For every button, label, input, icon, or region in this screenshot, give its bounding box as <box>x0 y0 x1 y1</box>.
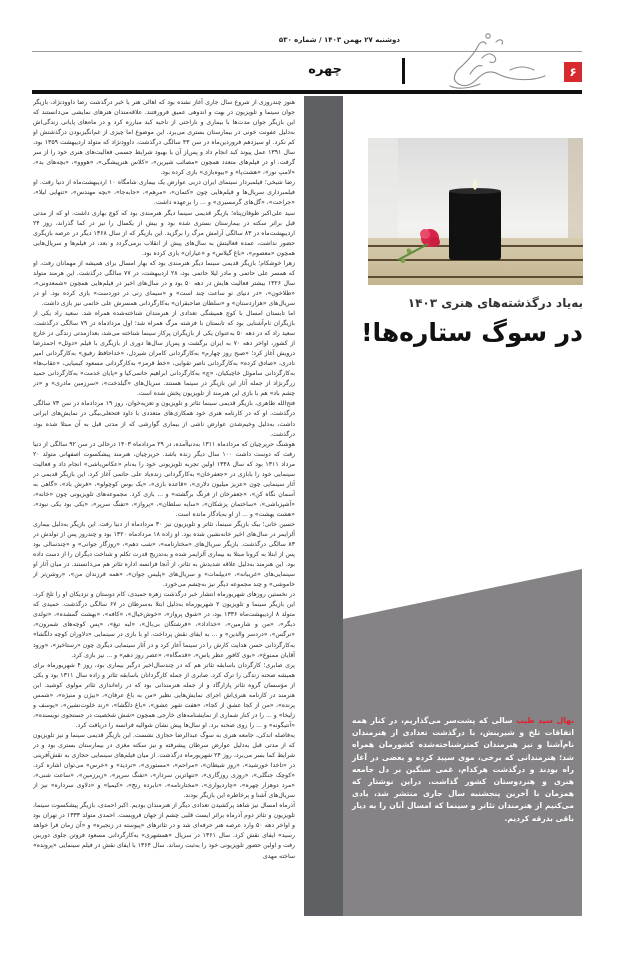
article-photo <box>368 138 583 285</box>
lead-body: سالی که پشت‌سر می‌گذاریم، در کنار همه اتفاقات تلخ و شیرینش، با درگذشت تعدادی از هنرمندان نام‌آشنا و نیز هنرمندان کمترشناخته‌شده کشورمان همراه شد؛ هنرمندانی که برخی، موی سپید کرده و بعضی در آغاز راه بودند و درگذشت هرکدام، غمی سنگین بر دل جامعه هنری و هنردوستان کشور گذاشت. دراین نوشتار که همزمان با آخرین پنجشنبه سال جاری منتشر شد، یادی می‌کنیم از هنرمندان تئاتر و سینما که امسال آنان را به دیار باقی بدرقه کردیم. <box>352 716 574 823</box>
body-paragraph: اما تابستان امسال با کوچ همیشگی تعدادی از هنرمندان شناخته‌شده همراه شد. سعید راد یکی از بازیگران نام‌آشنایی بود که تابستان با فرشته مرگ همراه شد؛ اول مردادماه در ۷۹ سالگی درگذشت. سعید راد که در دهه ۵۰ به‌عنوان یکی از بازیگران پرکار سینما شناخته می‌شد، بعدازمدتی زندگی در خارج از کشور، اواخر دهه ۷۰ به ایران برگشت و پس‌از سال‌ها دوری از بازیگری با فیلم «دوئل» احمدرضا درویش آغاز کرد؛ «صبح روز چهارم» به‌کارگردانی کامران شیردل، «خداحافظ رفیق» به‌کارگردانی امیر نادری، «صادق کرده» به‌کارگردانی ناصر تقوایی، «خط قرمز» به‌کارگردانی مسعود کیمیایی، «عقاب‌ها» به‌کارگردانی ساموئل خاچیکیان، «چ» به‌کارگردانی ابراهیم حاتمی‌کیا و «پایان خدمت» به‌کارگردانی حمید زرگرنژاد از جمله آثار این بازیگر در سینما هستند. سریال‌های «گیلدخت»، «سرزمین مادری» و «در چشم باد» هم با بازی این هنرمند از تلویزیون پخش شده است. <box>33 309 295 398</box>
body-paragraph: رضا شیخی؛ فیلمبردار سینمای ایران دربی عوارض یک بیماری شامگاه ۱۰ اردیبهشت‌ماه از دنیا رفت. او فیلمبرداری سریال‌ها و فیلم‌هایی چون «کتمان»، «مرهم»، «جابه‌جا»، «بچه مهندس»، «تنهایی لیلا»، «جراحت»، «گل‌های گرمسیری» و ... را برعهده داشت. <box>33 179 295 207</box>
lead-author: نهال سید طیب <box>516 716 574 725</box>
body-paragraph: در نخستین روزهای شهریورماه انتشار خبر درگذشت زهره حمیدی، کام دوستان و نزدیکان او را تلخ کرد. این بازیگر سینما و تلویزیون ۲ شهریورماه به‌دلیل ابتلا به‌سرطان در ۶۷ سالگی درگذشت. حمیدی که متولد ۸ اردیبهشت‌ماه ۱۳۳۶ بود، در «شوق پرواز»، «خوش‌خیال»، «کافه»، «بهشت گمشده»، «تولدی دیگر»، «من و شارمین»، «خداداد»، «فرشتگان بی‌بال»، «لبه تیغ»، «پس کوچه‌های شمرون»، «نرگس»، «دردسر والدین» و ... به ایفای نقش پرداخت. او با بازی در سینمایی «دلاوران کوچه دلگشا» به‌کارگردانی حسن هدایت کارش را در سینما آغاز کرد و در آثار سینمایی دیگری چون «رستاخیز»، «ورود آقایان ممنوع»، «بوی کافور عطر یاس»، «قدمگاه»، «عصر روز دهم» و ... نیز بازی کرد. <box>33 591 295 659</box>
newspaper-logo <box>410 30 550 92</box>
decorative-gray-bar <box>304 96 343 916</box>
header-thick-rule <box>32 90 582 94</box>
section-separator <box>402 58 405 84</box>
body-paragraph: هنوز چندروزی از شروع سال جاری آغاز نشده بود که اهالی هنر با خبر درگذشت رضا داوودنژاد، بازیگر جوان سینما و تلویزیون در بهت و اندوهی عمیق فرورفتند. علاقه‌مندان هنرهای نمایشی می‌دانستند که این بازیگر جوان مدت‌ها با بیماری و ناراحتی از ناحیه کبد مبارزه کرد و در ماه‌های پایانی زندگی‌اش به‌دلیل عفونت خونی در بیمارستان بستری می‌برد. این موضوع اما چیزی از غم‌انگیزبودن درگذشتش او کم نکرد. او سیزدهم فروردین‌ماه در سن ۴۳ سالگی درگذشت. داوودنژاد که متولد اردیبهشت ۱۳۵۹ بود، سال ۱۳۹۱ عمل پیوند کبد انجام داد و پس‌از آن با بهبود شرایط جسمی فعالیت‌های هنری خود را از سر گرفت. او در فیلم‌های متعدد همچون «مصائب شیرین»، «کلاس هنرپیشگی»، «هووو»، «بچه‌های بد»، «لامپ نور»، «هشت‌پا» و «بیوه‌بازی» بازی کرده بود. <box>33 99 295 177</box>
body-paragraph: پری صابری؛ کارگردان باسابقه تئاتر هم که در چندسال‌اخیر درگیر بیماری بود، روز ۴ شهریورماه برای همیشه صحنه زندگی را ترک کرد. صابری از جمله کارگردانان باسابقه تئاتر و زاده سال ۱۳۱۱ بود و یکی از مؤسسان گروه تئاتر پازارگاد و از جمله هنرمندانی بود که در راه‌اندازی تئاتر مولوی کوشید. این هنرمند در کارنامه هنری‌اش اجرای نمایش‌هایی نظیر «من به باغ عرفان»، «بیژن و منیژه»، «شمس پرنده»، «من از کجا عشق از کجا»، «هفت شهر عشق»، «باغ دلگشا»، «رند خلوت‌نشین»، «یوسف و زلیخا» و ... را در کنار شماری از نمایشنامه‌های خارجی همچون «شش شخصیت در جستجوی نویسنده»، «آنتیگونه» و ... را روی صحنه برد. او سال‌ها پیش نشان شوالیه فرانسه را دریافت کرد. <box>33 661 295 729</box>
body-paragraph: آذرماه امسال نیز شاهد پرکشیدن تعدادی دیگر از هنرمندان بودیم. اکبر احمدی، بازیگر پیشکسوت سینما، تلویزیون و تئاتر دوم آذرماه براثر ایست قلبی چشم از جهان فروبست. احمدی متولد ۱۳۳۳ در تهران بود و اواخر دهه ۵۰ وارد عرصه هنر حرفه‌ای شد و در تئاترهای «پیوسته در زنجیره» و «آن زمان فرا خواهد رسید» ایفای نقش کرد. سال ۱۳۶۱ در سریال «همشهری» به‌کارگردانی مسعود فروتن جلوی دوربین رفت و اولین حضور تلویزیونی خود را به‌ثبت رساند. سال ۱۳۶۴ با ایفای نقش در فیلم سینمایی «پرونده» ساخته مهدی <box>33 802 295 860</box>
body-paragraph: حسین خانی؛ بیک بازیگر سینما، تئاتر و تلویزیون نیز ۳۰ مردادماه از دنیا رفت. این بازیگر به‌دلیل بیماری آلزایمر در سال‌های اخیر خانه‌نشین شده بود. او زاده ۱۸ مردادماه ۱۳۲۰ بود و چندروز پس از تولدش در ۸۳ سالگی درگذشت. بازیگر سریال‌های «مختارنامه»، «شب دهم»، «روزگار جوانی» و «چندسالی بود پس از ابتلا به کرونا مبتلا به بیماری آلزایمر شده و به‌تدریج قدرت تکلم و شناخت دیگران را از دست داده بود. این هنرمند به‌دلیل علاقه شدیدش به تئاتر، از آنجا فرانسه اداره تئاتر هم می‌دانستند. در میان آثار او سینمایی‌های «غریبانه»، «دیپلمات» و سریال‌های «پلیس جوان»، «همه فرزندان من»، «روشن‌تر از خاموشی» و چند مجموعه دیگر نیز به‌چشم می‌خورد. <box>33 520 295 589</box>
article-body <box>33 98 295 916</box>
lead-text <box>352 715 574 825</box>
logo-calligraphy-icon <box>410 30 550 92</box>
article-kicker: به‌یاد درگذشته‌های هنری ۱۴۰۳ <box>407 296 583 310</box>
section-name: چهره <box>308 62 342 77</box>
body-paragraph: هوشنگ حریرچیان که مردادماه ۱۳۱۱ به‌دنیاآمده، در ۲۹ مردادماه ۱۴۰۳ درحالی در سن ۹۲ سالگی از دنیا رفت که دوست داشت ۱۰۰ سال دیگر زنده باشد. حریرچیان، هنرمند پیشکسوت اصفهانی متولد ۲۰ مرداد ۱۳۱۱ بود که سال ۱۳۴۸ اولین تجربه تلویزیونی خود را به‌نام «عکاس‌باشی» انجام داد و فعالیت سینمایی خود را بابازی در «جعفرخان» به‌کارگردانی زنده‌یاد علی حاتمی آغاز کرد. این بازیگر قدیمی در آثار سینمایی چون «عزیز میلیون دلاری»، «قاعده بازی»، «یک بوس کوچولو»، «فرش باد»، «گاهی به آسمان نگاه کن»، «جعفرخان از فرنگ برگشته» و ... بازی کرد. مجموعه‌های تلویزیونی چون «خانه»، «آشپزباشی»، «ساختمان پزشکان»، «سایه سلطان»، «پرواز»، «تفنگ سرپر»، «یکی بود یکی نبود»، «هشت بهشت» و ... از او به‌یادگار مانده است. <box>33 440 295 518</box>
issue-date-line: دوشنبه ۲۷ بهمن ۱۴۰۳ / شماره ۵۳۰ <box>278 36 400 44</box>
page-number-badge: ۶ <box>564 62 582 82</box>
body-paragraph: به‌فاصله اندکی، جامعه هنری به سوگ عبدالرضا حجازی نشست. این بازیگر قدیمی سینما و نیز تلویزیون که از مدتی قبل به‌دلیل عوارض سرطان پیشرفته و نیز سکته مغزی در بیمارستان بستری بود و در شرایط کما بسر می‌برد، روز ۲۴ شهریورماه درگذشت. از میان فیلم‌های سینمایی حجازی به نقش‌آفرینی در «تاخدا خورشید»، «روز شیطان»، «مراحم»، «مستوری»، «تردید» و «خرس» می‌توان اشاره کرد. «کوچک جنگلی»، «روزی روزگاری»، «تنهاترین سردار»، «تفنگ سرپر»، «زیرزمین»، «ساعت شنی»، «مرد دوهزار چهره»، «چاردیواری»، «مختارنامه»، «نابرده رنج»، «کیمیا» و «دلاوی سرداره» نیز از سریال‌های آشنا و پرخاطره این بازیگر بودند. <box>33 731 295 800</box>
body-paragraph: سید علی‌اکبر طوفان‌پناه؛ بازیگر قدیمی سینما دیگر هنرمندی بود که کوچ بهاری داشت. او که از مدتی قبل براثر سکته در بیمارستان بستری شده بود و بیش از یکسال را نیز در کما گذراند، روز ۲۴ اردیبهشت‌ماه در ۸۳ سالگی آرامش مرگ را برگزید. این بازیگر که از سال ۱۳۶۸ دیگر در عرصه بازیگری حضور نداشت، عمده فعالیتش به سال‌های پیش از انقلاب برمی‌گردد و بعد، در فیلم‌ها و سریال‌هایی همچون «معصوم»، «باغ گیلاس» و «عیاران» بازی کرده بود. <box>33 209 295 257</box>
body-paragraph: زهرا خوشکام؛ بازیگر قدیمی سینما دیگر هنرمندی بود که بهار امسال برای همیشه از مهمانان رفت. او که همسر علی حاتمی و مادر لیلا حاتمی بود، ۲۸ اردیبهشت، در ۷۷ سالگی درگذشت. این هرمند متولد سال ۱۳۲۶ بیشتر فعالیت هایش در دهه ۵۰ بود و در سال‌های اخیر در فیلم‌هایی همچون «شمعدونی»، «طلاخون»، «در دنیای تو ساعت چند است» و «سیمای زنی در دوردست» بازی کرده بود. او در سریال‌های «هزاردستان» و «سلطان صاحبقران» به‌کارگردانی همسرش علی حاتمی نیز بازی داشت. <box>33 259 295 307</box>
article-headline: در سوگ ستاره‌ها! <box>361 318 583 347</box>
body-paragraph: فتح‌الله طاهری، بازیگر قدیمی سینما تئاتر و تلویزیون و تعزیه‌خوان، روز ۱۹ مردادماه در سن ۷۳ سالگی درگذشت. او که در کارنامه هنری خود همکاری‌های متعددی با داود فتحعلی‌بیگی در نمایش‌های ایرانی داشت، به‌دلیل وخیم‌شدن عوارض ناشی از بیماری گوارشی که از مدتی قبل به آن مبتلا شده بود، درگذشت. <box>33 400 295 438</box>
candle-and-flower-photo-icon <box>368 138 583 285</box>
